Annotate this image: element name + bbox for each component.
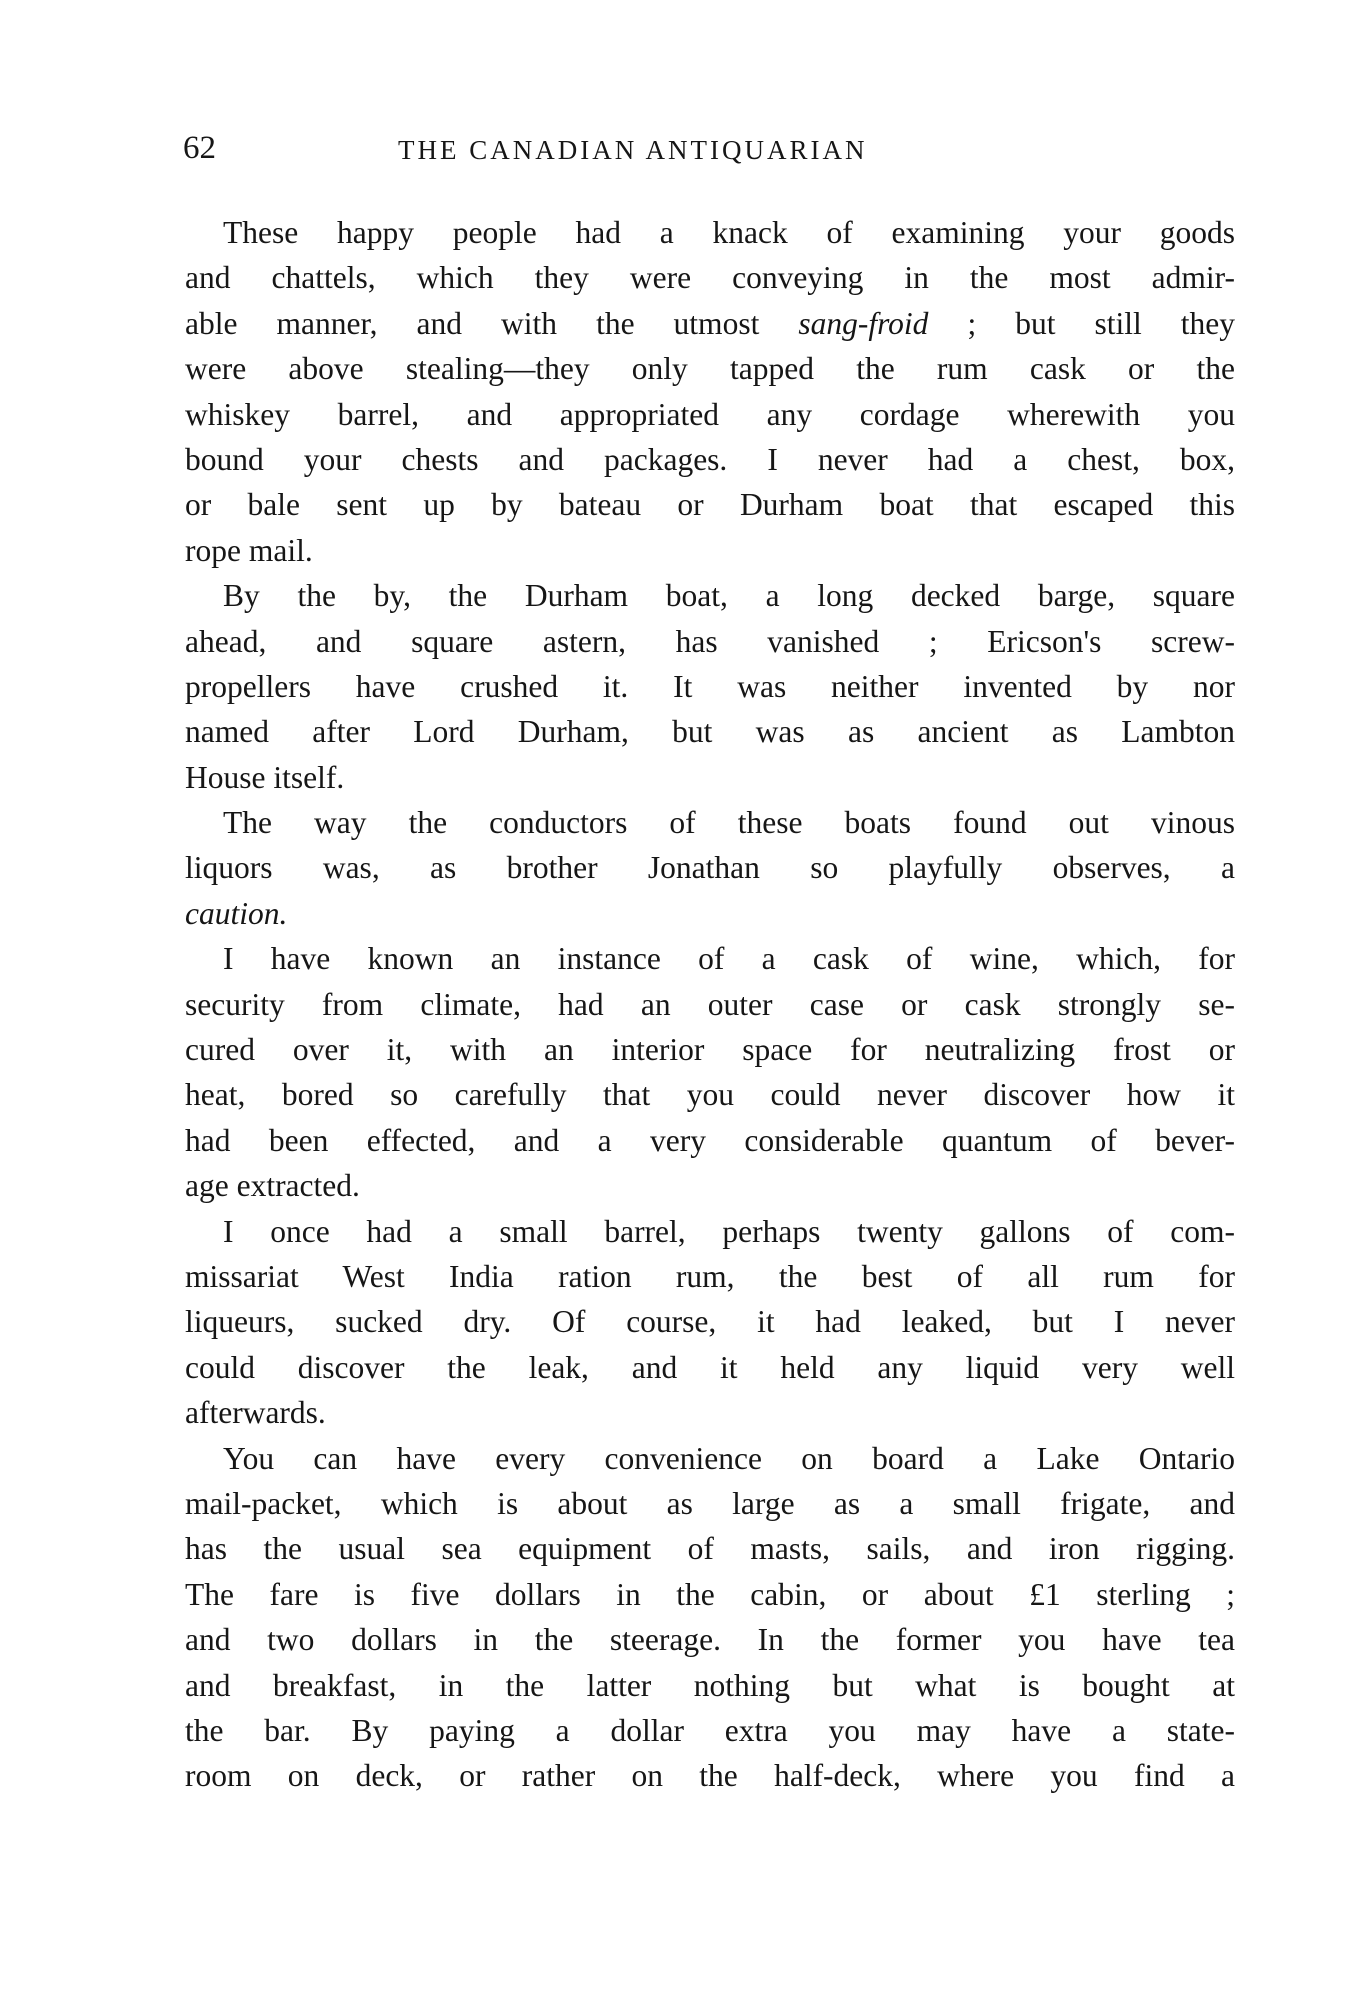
text-line: heat, bored so carefully that you could never discover how it (185, 1077, 1235, 1113)
text-line: were above stealing—they only tapped the rum cask or the (185, 351, 1235, 387)
running-head (183, 128, 1233, 178)
text-line: The fare is five dollars in the cabin, or about £1 sterling ; (185, 1576, 1235, 1612)
text-fragment: able manner, and with the utmost (185, 305, 760, 341)
page-number: 62 (183, 130, 216, 166)
text-line: could discover the leak, and it held any liquid very well (185, 1349, 1235, 1385)
text-line: room on deck, or rather on the half-deck, where you find a (185, 1758, 1235, 1794)
paragraph-5 (185, 1209, 1235, 1436)
italic-phrase: sang-froid (798, 305, 929, 341)
paragraph-6 (185, 1436, 1235, 1799)
text-line: named after Lord Durham, but was as ancient as Lambton (185, 714, 1235, 750)
text-line: bound your chests and packages. I never had a chest, box, (185, 441, 1235, 477)
text-line: I have known an instance of a cask of wine, which, for (223, 941, 1235, 977)
text-line: and breakfast, in the latter nothing but what is bought at (185, 1667, 1235, 1703)
text-line: or bale sent up by bateau or Durham boat that escaped this (185, 487, 1235, 523)
text-line: House itself. (185, 759, 345, 795)
text-line: and two dollars in the steerage. In the former you have tea (185, 1622, 1235, 1658)
text-line: whiskey barrel, and appropriated any cordage wherewith you (185, 396, 1235, 432)
text-line: missariat West India ration rum, the best of all rum for (185, 1258, 1235, 1294)
text-line: These happy people had a knack of examining your goods (223, 215, 1235, 250)
paragraph-2 (185, 573, 1235, 800)
text-line: liquors was, as brother Jonathan so playfully observes, a (185, 850, 1235, 886)
text-line: the bar. By paying a dollar extra you may have a state- (185, 1712, 1235, 1748)
body-text (185, 210, 1235, 1799)
text-line: caution. (185, 895, 288, 931)
text-line (185, 301, 1235, 346)
text-line: rope mail. (185, 532, 313, 568)
paragraph-1 (185, 210, 1235, 573)
text-line: liqueurs, sucked dry. Of course, it had leaked, but I never (185, 1304, 1235, 1340)
text-line: afterwards. (185, 1395, 326, 1431)
text-line: I once had a small barrel, perhaps twenty gallons of com- (223, 1213, 1235, 1249)
text-line: had been effected, and a very considerable quantum of bever- (185, 1122, 1235, 1158)
text-line: The way the conductors of these boats found out vinous (223, 805, 1235, 841)
text-line: security from climate, had an outer case or cask strongly se- (185, 986, 1235, 1022)
text-line: and chattels, which they were conveying in the most admir- (185, 260, 1235, 296)
text-line: By the by, the Durham boat, a long decked barge, square (223, 578, 1235, 614)
running-title: THE CANADIAN ANTIQUARIAN (398, 135, 868, 165)
text-line: propellers have crushed it. It was neither invented by nor (185, 668, 1235, 704)
paragraph-4 (185, 936, 1235, 1208)
text-line: You can have every convenience on board a Lake Ontario (223, 1440, 1235, 1476)
paragraph-3 (185, 800, 1235, 936)
text-line: has the usual sea equipment of masts, sails, and iron rigging. (185, 1531, 1235, 1567)
text-line: cured over it, with an interior space for neutralizing frost or (185, 1032, 1235, 1068)
text-line: ahead, and square astern, has vanished ; Ericson's screw- (185, 623, 1235, 659)
text-line: mail-packet, which is about as large as a small frigate, and (185, 1485, 1235, 1521)
text-line: age extracted. (185, 1168, 360, 1204)
text-fragment: ; but still they (928, 305, 1235, 341)
